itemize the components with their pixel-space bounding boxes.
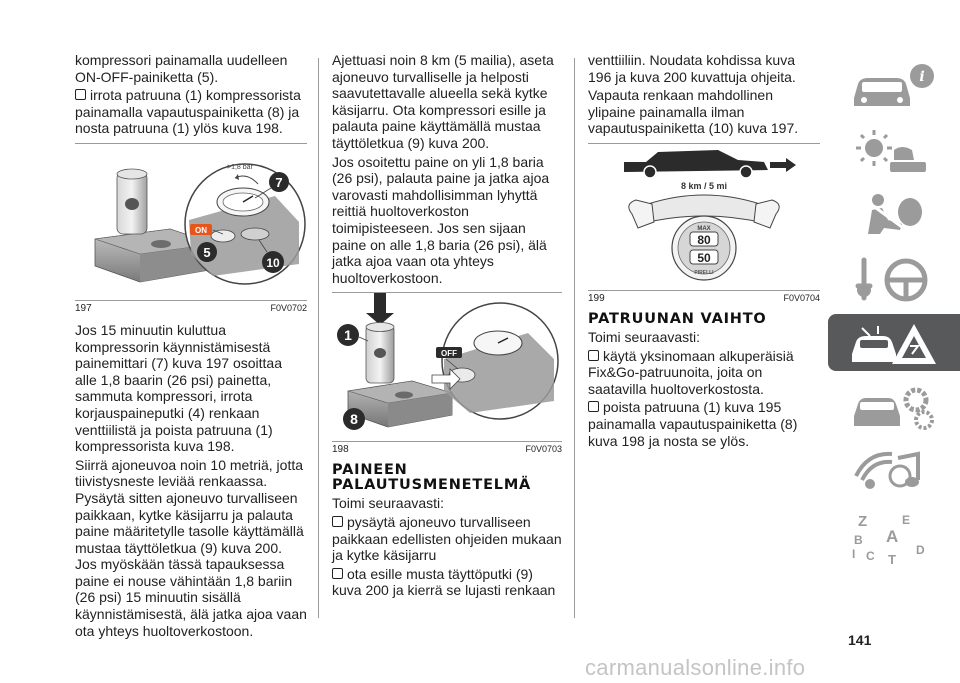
tab-warning-lights[interactable] [828,122,960,179]
figure-199-caption [588,293,820,304]
col3-bullet-1: käytä yksinomaan alkuperäisiä Fix&Go-patruunoita, joita on saatavilla huoltoverkostosta. [588,347,794,397]
index-letter: B [854,533,863,547]
steering-wheel-icon [848,254,940,304]
figure-number: 199 [588,292,605,304]
figure-rule-bottom [332,441,562,442]
multimedia-icon [848,446,940,496]
car-info-icon [848,62,940,112]
index-letter: E [902,513,911,527]
pressure-label: >1,8 bar [227,163,253,171]
checkbox-bullet-icon [332,568,343,579]
col2-paragraph-1: Ajettuasi noin 8 km (5 mailia), aseta ajoneuvo turvalliselle ja helposti saavutettavalle alueella sekä kytke käsijarru. Ota kompressori esille ja palauta paine käyttämällä mustaa täyttöletkua (9) kuva 200. [332,52,554,151]
figure-rule-bottom [588,290,820,291]
warning-lights-icon [848,126,940,176]
figure-code: F0V0702 [270,302,307,313]
col2-bullet-1: pysäytä ajoneuvo turvalliseen paikkaan edellisten ohjeiden mukaan ja kytke käsijarru [332,513,562,564]
col3-bullet-2: poista patruuna (1) kuva 195 painamalla vapautuspainiketta (8) kuva 198 ja nosta se ylös. [588,399,798,449]
tab-maintenance[interactable] [828,378,960,435]
column-2 [332,52,562,601]
checkbox-bullet-icon [588,350,599,361]
figure-code: F0V0704 [783,292,820,303]
watermark: carmanualsonline.info [585,655,806,680]
checkbox-bullet-icon [588,401,599,412]
column-1 [75,52,307,641]
col2-paragraph-2: Jos osoitettu paine on yli 1,8 baria (26 psi), palauta paine ja jatka ajoa varovasti mahdollisimman lyhyttä reittiä huoltoverkoston toimipisteeseen. Jos sen sijaan paine on alle 1,8 baria (26 psi), älä jatka ajoa vaan ota yhteys huoltoverkostoon. [332,153,550,286]
max-label: MAX [697,225,711,232]
section-heading-cartridge-replacement: PATRUUNAN VAIHTO [588,310,767,327]
col3-intro: Toimi seuraavasti: [588,328,701,345]
figure-198-caption [332,444,562,455]
tab-safety[interactable] [828,186,960,243]
figure-197-compressor-gauge [75,144,307,294]
figure-number: 197 [75,302,92,314]
on-label: ON [195,225,207,235]
col2-intro: Toimi seuraavasti: [332,495,445,512]
brand-label: PIRELLI [694,269,714,276]
col1-bullet-1: irrota patruuna (1) kompressorista painamalla vapautuspainiketta (8) ja nosta patruuna (1) ylös kuva 198. [75,87,301,137]
col3-paragraph-2: Vapauta renkaan mahdollinen ylipaine painamalla ilman vapautuspainiketta (10) kuva 197. [588,87,799,137]
column-divider-2 [574,58,575,618]
index-letter: A [886,527,899,546]
tab-starting-driving[interactable] [828,250,960,307]
section-heading-pressure-restore: PAINEEN PALAUTUSMENETELMÄ [332,462,532,494]
col1-paragraph-4: Siirrä ajoneuvoa noin 10 metriä, jotta tiivistysneste leviää renkaassa. Pysäytä sitten ajoneuvo turvalliseen paikkaan, kytke käsijarru ja palauta paine määritetylle tasolle käyttämällä mustaa täyttöletkua (9) kuva 200. Jos myöskään tässä tapauksessa paine ei nouse vähintään 1,8 bariin (26 psi) 15 minuutin sisällä käynnistämisestä, älä jatka ajoa vaan ota yhteys huoltoverkostoon. [75,456,307,639]
col2-bullet-2: ota esille musta täyttöputki (9) kuva 200 ja kierrä se lujasti renkaan [332,565,556,599]
index-letter: C [866,549,875,563]
callout-8: 8 [350,411,358,428]
emergency-triangle-icon [848,318,940,368]
tab-index[interactable] [828,506,960,567]
tab-emergency[interactable] [828,314,960,371]
callout-1: 1 [344,327,352,344]
checkbox-bullet-icon [75,89,86,100]
svg-text:i: i [919,69,925,85]
column-3 [588,52,820,451]
speed-80-label: 80 [697,232,711,247]
index-letter: Z [858,513,868,530]
maintenance-gears-icon [848,382,940,432]
index-letter: I [852,547,856,561]
callout-7: 7 [275,174,283,190]
column-divider-1 [318,58,319,618]
callout-10: 10 [266,255,280,270]
tab-multimedia[interactable] [828,442,960,499]
airbag-seat-icon [848,190,940,240]
alphabet-index-icon [848,510,940,568]
page-number: 141 [848,632,872,648]
off-label: OFF [441,349,457,359]
checkbox-bullet-icon [332,516,343,527]
speed-50-label: 50 [697,250,711,265]
figure-number: 198 [332,444,349,456]
figure-199-drive-limit [588,144,820,284]
col1-paragraph-1: kompressori painamalla uudelleen ON-OFF-painiketta (5). [75,52,288,85]
index-letter: D [916,543,925,557]
distance-label: 8 km / 5 mi [680,180,728,191]
col3-paragraph-1: venttiiliin. Noudata kohdissa kuva 196 ja kuva 200 kuvattuja ohjeita. [588,52,796,85]
index-letter: T [888,552,896,567]
figure-198-cartridge-release [332,293,562,435]
callout-5: 5 [203,244,211,260]
tab-car-info[interactable] [828,58,960,115]
figure-code: F0V0703 [525,444,562,455]
figure-rule-bottom [75,300,307,301]
figure-197-caption [75,303,307,314]
col1-paragraph-3: Jos 15 minuutin kuluttua kompressorin käynnistämisestä painemittari (7) kuva 197 osoittaa alle 1,8 baarin (26 psi) painetta, sammuta kompressori, irrota korjauspaineputki (4) renkaan venttiilistä ja poista patruuna (1) kompressorista kuva 198. [75,321,282,455]
